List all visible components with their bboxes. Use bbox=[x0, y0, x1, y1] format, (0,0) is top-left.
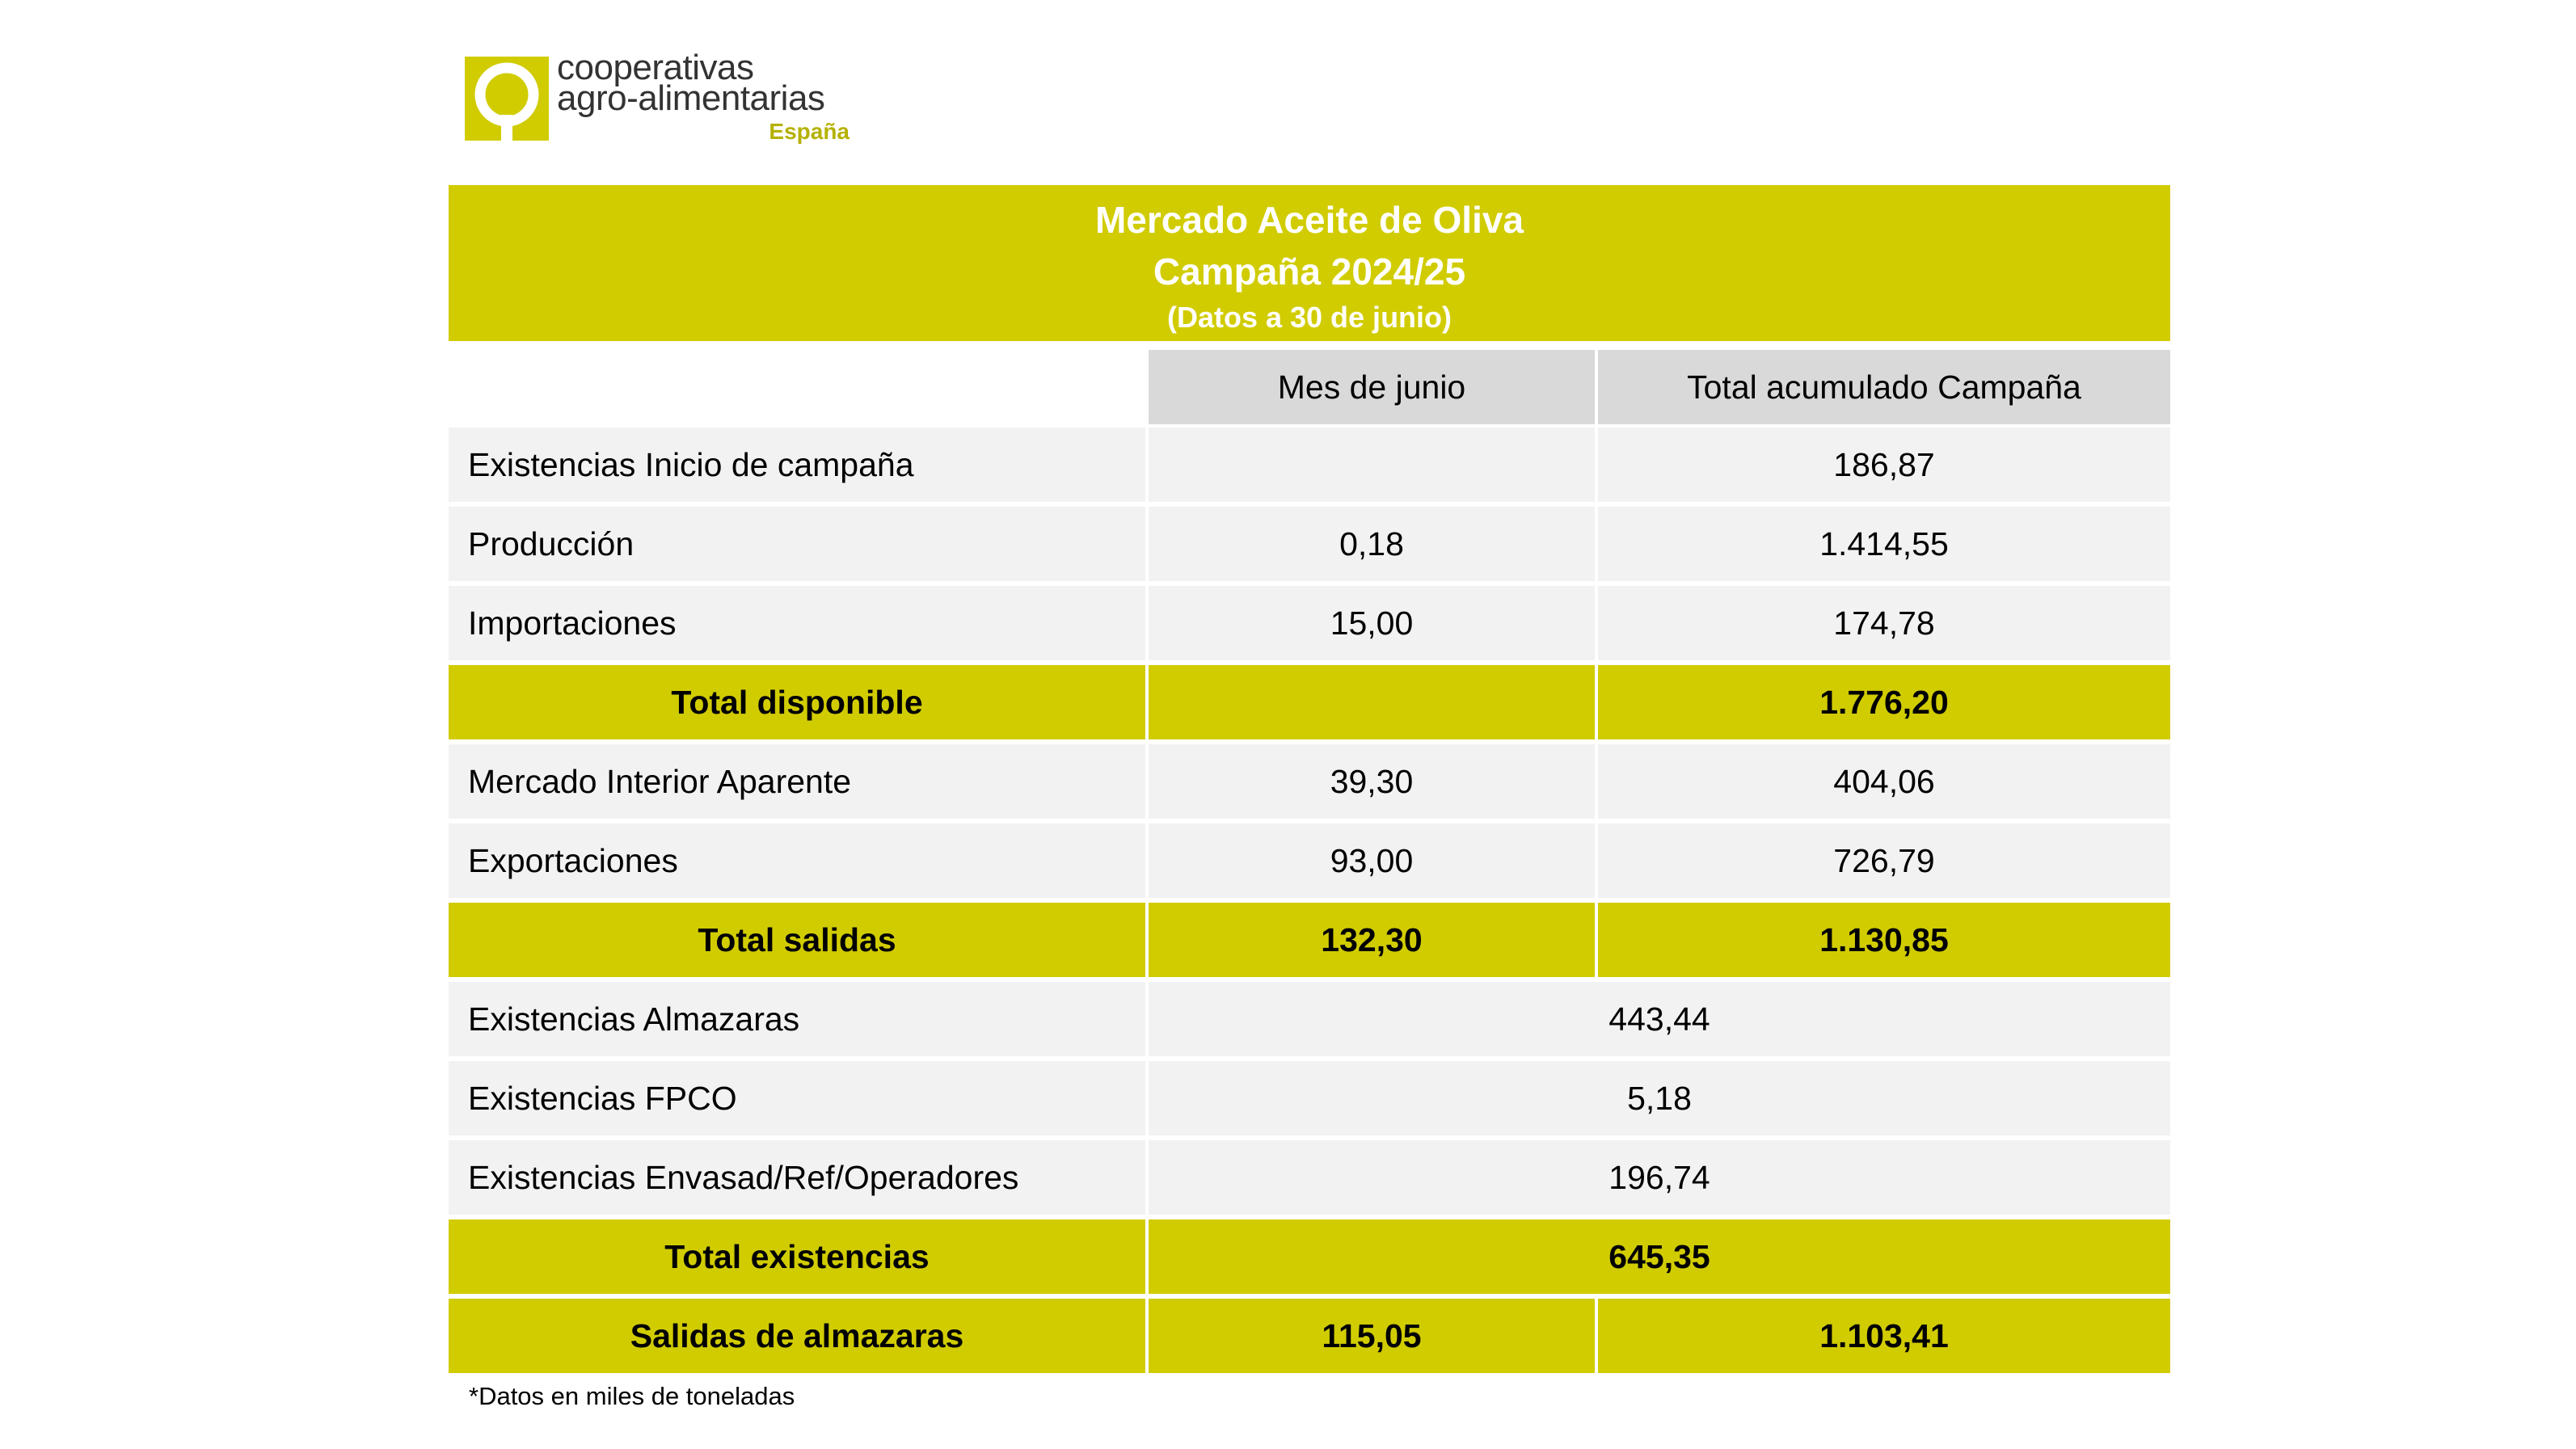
month-value-cell: 15,00 bbox=[1149, 586, 1595, 660]
table-title-band bbox=[449, 185, 2170, 341]
logo-text-line2: agro-alimentarias bbox=[557, 78, 825, 118]
row-label: Existencias Almazaras bbox=[449, 982, 1145, 1056]
row-label: Existencias Envasad/Ref/Operadores bbox=[449, 1140, 1145, 1215]
table-row bbox=[449, 1299, 2170, 1373]
row-label: Salidas de almazaras bbox=[449, 1299, 1145, 1373]
row-label: Total existencias bbox=[449, 1219, 1145, 1294]
table-row bbox=[449, 823, 2170, 898]
table-row bbox=[449, 1140, 2170, 1215]
month-value-cell: 0,18 bbox=[1149, 507, 1595, 581]
total-value-cell: 404,06 bbox=[1598, 744, 2170, 819]
logo-text-line1: cooperativas bbox=[557, 48, 754, 87]
table-row bbox=[449, 507, 2170, 581]
table-row bbox=[449, 982, 2170, 1056]
month-value-cell: 132,30 bbox=[1149, 903, 1595, 977]
table-row bbox=[449, 428, 2170, 502]
table-row bbox=[449, 744, 2170, 819]
logo bbox=[465, 48, 885, 150]
row-label: Importaciones bbox=[449, 586, 1145, 660]
row-label: Total salidas bbox=[449, 903, 1145, 977]
table-date-note: (Datos a 30 de junio) bbox=[1166, 301, 1452, 334]
merged-value-cell: 5,18 bbox=[1149, 1061, 2170, 1135]
total-value-cell: 726,79 bbox=[1598, 823, 2170, 898]
table-row bbox=[449, 903, 2170, 977]
total-value-cell: 1.776,20 bbox=[1598, 665, 2170, 739]
total-value-cell: 186,87 bbox=[1598, 428, 2170, 502]
logo-mark-icon bbox=[465, 57, 549, 141]
row-label: Existencias FPCO bbox=[449, 1061, 1145, 1135]
column-header-month: Mes de junio bbox=[1149, 350, 1595, 424]
row-label: Mercado Interior Aparente bbox=[449, 744, 1145, 819]
total-value-cell: 1.130,85 bbox=[1598, 903, 2170, 977]
logo-text-line3: España bbox=[769, 119, 850, 144]
total-value-cell: 1.103,41 bbox=[1598, 1299, 2170, 1373]
merged-value-cell: 443,44 bbox=[1149, 982, 2170, 1056]
month-value-cell: 39,30 bbox=[1149, 744, 1595, 819]
table-row bbox=[449, 665, 2170, 739]
total-value-cell: 1.414,55 bbox=[1598, 507, 2170, 581]
month-value-cell bbox=[1149, 665, 1595, 739]
month-value-cell: 93,00 bbox=[1149, 823, 1595, 898]
merged-value-cell: 645,35 bbox=[1149, 1219, 2170, 1294]
row-label: Producción bbox=[449, 507, 1145, 581]
footnote: *Datos en miles de toneladas bbox=[469, 1382, 795, 1410]
merged-value-cell: 196,74 bbox=[1149, 1140, 2170, 1215]
row-label: Total disponible bbox=[449, 665, 1145, 739]
table-row bbox=[449, 586, 2170, 660]
table-row bbox=[449, 1061, 2170, 1135]
column-header-total: Total acumulado Campaña bbox=[1598, 350, 2170, 424]
table-subtitle: Campaña 2024/25 bbox=[1153, 251, 1466, 293]
month-value-cell bbox=[1149, 428, 1595, 502]
table-header-row bbox=[449, 350, 2170, 424]
table-title: Mercado Aceite de Oliva bbox=[1094, 199, 1524, 241]
table-row bbox=[449, 1219, 2170, 1294]
row-label: Existencias Inicio de campaña bbox=[449, 428, 1145, 502]
row-label: Exportaciones bbox=[449, 823, 1145, 898]
month-value-cell: 115,05 bbox=[1149, 1299, 1595, 1373]
total-value-cell: 174,78 bbox=[1598, 586, 2170, 660]
